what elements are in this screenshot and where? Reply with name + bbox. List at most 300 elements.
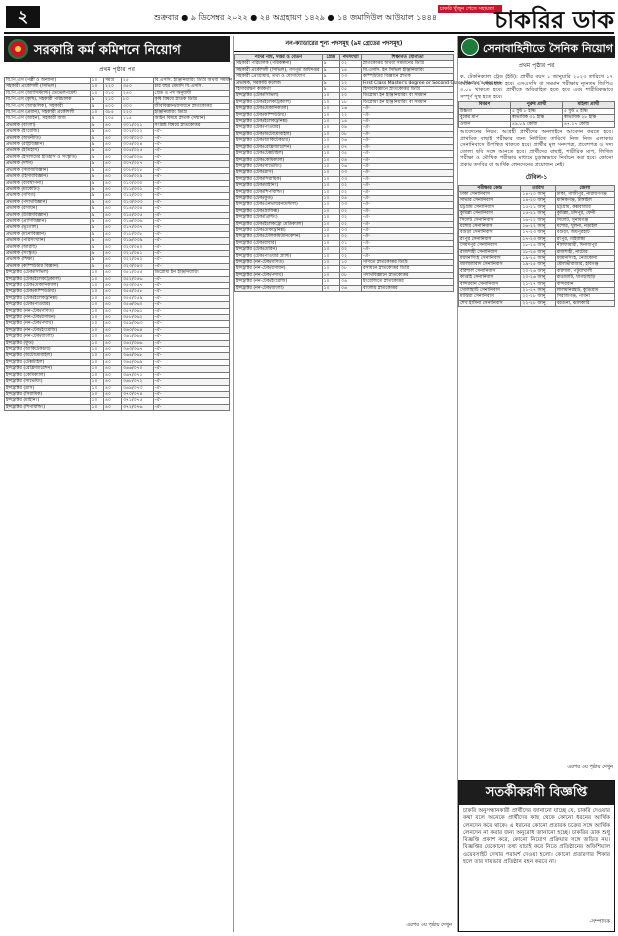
table-cell: ১০ <box>90 347 104 353</box>
table-cell: ৪০ <box>104 366 122 372</box>
table-cell: ৯ <box>90 154 104 160</box>
table-cell: ৯ <box>90 148 104 154</box>
table-cell: -ঐ- <box>153 231 230 237</box>
table-cell: ৯ <box>90 135 104 141</box>
table-cell: ৯ <box>90 250 104 256</box>
table-cell: ৩৬৪/৩৬৮ <box>122 353 154 359</box>
table-cell: ইন্সট্রাক্টর (টেক/রাবার) <box>235 240 323 246</box>
table-cell: ৩৮৫ <box>104 110 122 116</box>
table-cell: ইন্সট্রাক্টর (টেক/প্রিন্টিং) <box>235 215 323 221</box>
table-cell: ৪০ <box>104 250 122 256</box>
table-row <box>459 268 615 274</box>
table-cell: ১০ <box>322 112 340 118</box>
table-cell: যশোর সেনানিবাস <box>459 224 521 230</box>
table-cell: ৪০ <box>104 244 122 250</box>
table-cell: ইন্সট্রাক্টর (ফুড) <box>5 340 91 346</box>
table-cell: ১০ <box>322 215 340 221</box>
noncadre-continued-note: এরপর ৩য় পৃষ্ঠায় দেখুন <box>406 922 452 928</box>
table-cell: ১০ <box>90 385 104 391</box>
caution-signature: -সম্পাদক <box>589 919 610 925</box>
table-cell: ৩১৭/৩৩৭ <box>122 225 154 231</box>
table-cell: ১০ <box>322 170 340 176</box>
table-cell: কম্পিউটার বিজ্ঞানে স্নাতক <box>362 74 454 80</box>
table-cell: ইন্সট্রাক্টর (টেক/গ্রাফিক্স) <box>235 208 323 214</box>
table-cell: -ঐ- <box>153 154 230 160</box>
table-cell: ইন্সট্রাক্টর (নন-টেক/ইংরেজি) <box>235 279 323 285</box>
table-cell: প্রভাষক (বাংলা) <box>5 122 91 128</box>
table-cell: ১০ <box>322 221 340 227</box>
table-cell: ৪০ <box>104 327 122 333</box>
table-cell: ৪০ <box>104 199 122 205</box>
table-cell: ৪০ <box>104 263 122 269</box>
table-cell: ১০ <box>90 308 104 314</box>
table-cell: ১০ <box>322 208 340 214</box>
table-cell: ১০ <box>322 151 340 157</box>
table-cell: -ঐ- <box>362 195 454 201</box>
table-cell: ০৬ <box>340 163 362 169</box>
table-cell: ইন্সট্রাক্টর (নন-টেক/পদার্থ) <box>235 272 323 278</box>
table-cell: -ঐ- <box>153 366 230 372</box>
table-cell: ১৪ <box>340 119 362 125</box>
table-cell: ১০ <box>322 163 340 169</box>
table-cell: জীববিজ্ঞান/রসায়নে স্নাতকোত্তর <box>153 103 230 109</box>
table-cell: ১০ <box>322 234 340 240</box>
table-cell: ইন্সট্রাক্টর (টেক/গ্লাস) <box>235 170 323 176</box>
table-cell: স্বাভাবিক ২৮ ইঞ্চি <box>563 115 615 121</box>
table-cell: ৩২০/৩৪০ <box>122 244 154 250</box>
table-cell: ১০ <box>90 302 104 308</box>
table-cell: ১০ <box>90 84 104 90</box>
table-cell: -ঐ- <box>153 142 230 148</box>
table-cell: ৪০ <box>104 148 122 154</box>
table-cell: ৩৬২/৩৬৬ <box>122 340 154 346</box>
table-cell: -ঐ- <box>362 240 454 246</box>
table-cell: প্রভাষক (পদার্থবিজ্ঞান) <box>5 199 91 205</box>
table-cell: স্বাভাবিক ৩১ ইঞ্চি <box>511 115 563 121</box>
table-cell: ৩৬০/৩৬৪ <box>122 327 154 333</box>
dateline: শুক্রবার ● ৯ ডিসেম্বর ২০২২ ● ২৪ অগ্রহায়ণ ১৪২৯ ● ১৪ জমাদিউল আউয়াল ১৪৪৪ <box>154 13 438 22</box>
table-cell: বি.পি.এস (অ্যাসিস্ট্যান্ট) ডেভেলপমেন্ট <box>5 90 91 96</box>
table-cell: ইন্সট্রাক্টর (নন-টেক/রসায়ন) <box>5 315 91 321</box>
table-cell: ২১-২৭ জানু <box>521 288 555 294</box>
table-cell: ৯ <box>90 167 104 173</box>
table-cell: ৪০ <box>104 340 122 346</box>
table-cell: ১৮-২৪ জানু <box>521 249 555 255</box>
table-cell: কুমিল্লা, চাঁদপুর, ফেনী <box>555 211 614 217</box>
table-cell: ০১ <box>340 240 362 246</box>
column-header: বিবরণ <box>459 102 511 108</box>
table-row <box>235 67 454 73</box>
table-cell: ৩০৮/৩২৮ <box>122 167 154 173</box>
table-row <box>459 256 615 262</box>
table-cell: -ঐ- <box>153 340 230 346</box>
table-cell: ৪০ <box>104 270 122 276</box>
table-cell: ৯ <box>322 74 340 80</box>
table-cell: বান্দরবান সেনানিবাস <box>459 281 521 287</box>
table-cell: ইন্সট্রাক্টর (টেক/মাইনিং) <box>235 183 323 189</box>
table-cell: চট্টগ্রাম, কক্সবাজার <box>555 204 614 210</box>
table-cell: ডিপ্লোমা ইন ইঞ্জিনিয়ারিং বা সমমান <box>362 99 454 105</box>
table-cell: ঢাকা, গাজীপুর, নারায়ণগঞ্জ <box>555 191 614 197</box>
table-cell: ১০ <box>322 106 340 112</box>
table-cell: ইন্সট্রাক্টর (টেক/পাওয়ার) <box>5 302 91 308</box>
table-cell: ৩১৯/৩৩৯ <box>122 238 154 244</box>
table-cell: ১০ <box>322 195 340 201</box>
table-cell: ৪০ <box>104 391 122 397</box>
table-cell: ০৫ <box>340 87 362 93</box>
table-cell: ৪০ <box>104 372 122 378</box>
table-cell: ১০ <box>322 279 340 285</box>
table-cell: ১০ <box>90 289 104 295</box>
table-cell: ৪০ <box>104 142 122 148</box>
table-cell: ৪০ <box>104 161 122 167</box>
table-cell: -ঐ- <box>153 302 230 308</box>
table-cell: ইন্সট্রাক্টর (টেক/শিপবিল্ডিং) <box>235 189 323 195</box>
table-cell: ৯ <box>90 180 104 186</box>
table-cell: ইন্সট্রাক্টর (টেক/ইলেকট্রনিক্স) <box>235 119 323 125</box>
table-cell: ৪০ <box>104 193 122 199</box>
table-cell: ৩৬৮/৩৭২ <box>122 379 154 385</box>
table-cell: ইন্সট্রাক্টর (টেক/আর্কিটেকচার) <box>235 138 323 144</box>
table-cell: ৪৯.৮৯ কেজি <box>511 121 563 127</box>
table-cell: ৯ <box>90 186 104 192</box>
army-column <box>457 36 615 932</box>
table-cell: কাপ্তাই সেনানিবাস <box>459 275 521 281</box>
table-cell: ৯ <box>90 103 104 109</box>
table-cell: ইন্সট্রাক্টর (টেক/সার্ভেয়িং) <box>235 163 323 169</box>
table-cell: ৩৫৭/৩৬১ <box>122 308 154 314</box>
table-cell: ০৬ <box>340 285 362 291</box>
army-continued-note: এরপর ৩য় পৃষ্ঠায় দেখুন <box>567 764 613 770</box>
table-cell: প্রভাষক (প্রাণিবিজ্ঞান) <box>5 218 91 224</box>
table-cell: ৩০৬/৩২৬ <box>122 154 154 160</box>
table-cell: ৪০ <box>104 379 122 385</box>
table-cell: ইন্সট্রাক্টর (নন-টেক/ইংরেজি) <box>5 327 91 333</box>
table-cell: রাঙামাটি, খাগড়াছড়ি <box>555 275 614 281</box>
table-cell: -ঐ- <box>362 106 454 112</box>
table-cell: প্রভাষক (সংস্কৃত) <box>5 250 91 256</box>
table-cell: ৩০৩/৩২৩ <box>122 135 154 141</box>
table-cell: স্নাতকোত্তর অথবা সমমানের ডিগ্রি <box>362 61 454 67</box>
table-row <box>459 262 615 268</box>
table-cell: ২১০ <box>104 97 122 103</box>
table-cell: ১০ <box>322 144 340 150</box>
table-cell: ৩৬৭/৩৭১ <box>122 372 154 378</box>
table-cell: -ঐ- <box>153 404 230 410</box>
table-cell: ০২ <box>340 215 362 221</box>
table-row <box>235 61 454 67</box>
table-cell: ০৩ <box>340 176 362 182</box>
table-cell: প্রভাষক (পরিসংখ্যান) <box>5 238 91 244</box>
table-cell: বরিশাল সেনানিবাস <box>459 268 521 274</box>
table-cell: -ঐ- <box>362 215 454 221</box>
psc-banner <box>4 36 230 62</box>
table-cell: -ঐ- <box>362 151 454 157</box>
table-cell: ১০ <box>90 340 104 346</box>
table-cell: ১০ <box>322 260 340 266</box>
table-cell: -ঐ- <box>153 193 230 199</box>
table-cell: ৪০ <box>104 129 122 135</box>
table-cell: ইন্সট্রাক্টর (টেক/সিভিল) <box>5 270 91 276</box>
table-cell: ১০ <box>322 93 340 99</box>
table-cell: -ঐ- <box>153 129 230 135</box>
table-cell: -ঐ- <box>362 138 454 144</box>
table-cell: ৩২৩/৩৪৩ <box>122 263 154 269</box>
table-cell: ৪০ <box>104 385 122 391</box>
column-header: গ্রেড <box>322 55 340 61</box>
table-cell: -ঐ- <box>153 321 230 327</box>
table-cell: ইন্সট্রাক্টর (রেফ্রিজারেশন) <box>5 366 91 372</box>
table-cell: প্রভাষক (ইসলামের ইতিহাস ও সংস্কৃতি) <box>5 154 91 160</box>
table-cell: ইন্সট্রাক্টর (সিরামিক) <box>5 391 91 397</box>
table-cell: ৫ ফুট ৪ ইঞ্চি <box>563 108 615 114</box>
table-cell: ৩১৫/৩৩৫ <box>122 212 154 218</box>
table-cell: ১০ <box>322 253 340 259</box>
table-cell: নীলফামারী, দিনাজপুর <box>555 243 614 249</box>
table-cell: ৪০ <box>104 218 122 224</box>
caution-text: চাকরি অনুসন্ধানকারী প্রার্থীদের জানানো যাচ্ছে যে, চাকরি দেওয়ার কথা বলে অনেকে প্রার্থীদের কাছ থেকে কোনো ধরনের আর্থিক লেনদেন করে থাকে। এ ধরনের কোনো প্রতারক চক্রের সঙ্গে আর্থিক লেনদেন না করার জন্য অনুরোধ জানানো হচ্ছে। চাকরির ডাক শুধু বিজ্ঞপ্তি প্রকাশ করে, কোনো নিয়োগ প্রক্রিয়ার সঙ্গে জড়িত নয়। বিজ্ঞপ্তির যেকোনো তথ্য যাচাই করে নিতে প্রতিষ্ঠানের অফিশিয়াল ওয়েবসাইট দেখার পরামর্শ দেওয়া হলো। কোনো প্রতারণার শিকার হলে তার দায়ভার প্রতিষ্ঠান বহন করবে না। <box>463 808 610 866</box>
table-cell: ৯ <box>90 161 104 167</box>
table-cell: বি.পি.এস (আঞ্চলিক), সহকারী <box>5 103 91 109</box>
column-header: জেলা <box>555 185 614 191</box>
table-row <box>459 191 615 197</box>
table-cell: ইন্সট্রাক্টর (টেক/পাওয়ার প্ল্যান্ট) <box>235 253 323 259</box>
table-cell: ৪০ <box>104 225 122 231</box>
table-cell: ইন্সট্রাক্টর (টেক/টেক্সটাইল) <box>235 151 323 157</box>
table-cell: ৩৬৯/৩৭৩ <box>122 385 154 391</box>
table-cell: ৯ <box>90 122 104 128</box>
table-cell: First Class Master's degree or Second Class Master's degree <box>363 80 502 86</box>
table-cell: -ঐ- <box>153 263 230 269</box>
table-cell: সাভার সেনানিবাস <box>459 198 521 204</box>
table-cell: ৯ <box>90 257 104 263</box>
table-cell: সংশ্লিষ্ট বিষয়ে স্নাতকোত্তর <box>153 122 230 128</box>
table-cell: ১৪-২০ জানু <box>521 191 555 197</box>
table-cell: ৩৭১/৩৭৫ <box>122 398 154 404</box>
table-cell: মাঝিরা সেনানিবাস <box>459 294 521 300</box>
table-cell: ৩১৪/৩৩৪ <box>122 206 154 212</box>
table-cell: -ঐ- <box>153 186 230 192</box>
army-title: সেনাবাহিনীতে সৈনিক নিয়োগ <box>483 42 613 55</box>
table-cell: ০৬ <box>340 279 362 285</box>
govt-seal-icon <box>8 39 28 59</box>
table-cell: ১০ <box>90 321 104 327</box>
table-cell: ৪০ <box>104 295 122 301</box>
table-cell: ওজন <box>459 121 511 127</box>
table-cell: প্রভাষক (অর্থনীতি) <box>5 135 91 141</box>
table-cell: চার বছর মেয়াদি বি.এসসি. <box>153 84 230 90</box>
table-cell: ৪০ <box>104 231 122 237</box>
table-cell: বি.এসসি. ইঞ্জিনিয়ারিং ডিগ্রি অথবা সমমান <box>154 78 233 83</box>
table-cell: ইন্সট্রাক্টর (টেক/পাওয়ার) <box>235 125 323 131</box>
table-cell: -ঐ- <box>153 244 230 250</box>
table-cell: প্রভাষক (শিক্ষা) <box>5 257 91 263</box>
table-cell: লালমনিরহাট, কুড়িগ্রাম <box>555 288 614 294</box>
table-cell: ০২ <box>340 253 362 259</box>
table-row <box>235 93 454 99</box>
table-cell: -ঐ- <box>153 334 230 340</box>
table-cell: ৯ <box>90 97 104 103</box>
column-header: মহিলা প্রার্থী <box>563 102 615 108</box>
table-cell: -ঐ- <box>153 283 230 289</box>
table-cell: ৩১৩/৩৩৩ <box>122 199 154 205</box>
table-cell: রসায়নে স্নাতকোত্তর ডিগ্রি <box>362 266 454 272</box>
table-cell: প্রভাষক (গণিত) <box>5 193 91 199</box>
table-cell: ০৯ <box>340 125 362 131</box>
table-cell: ০৪ <box>340 195 362 201</box>
table-cell: ৪০ <box>104 180 122 186</box>
table-cell: প্রভাষক (ভূগোল) <box>5 225 91 231</box>
table-cell: ৩১৮/৩৩৮ <box>122 231 154 237</box>
table-cell: ৯ <box>90 225 104 231</box>
table-cell: রংপুর, গাইবান্ধা <box>555 236 614 242</box>
table-cell: ইন্সট্রাক্টর (টেক/রেফ্রিজারেশন) <box>235 144 323 150</box>
table-cell: ৪০ <box>104 238 122 244</box>
table-cell: ৪০ <box>104 212 122 218</box>
table-cell: প্রভাষক (উদ্ভিদবিজ্ঞান) <box>5 212 91 218</box>
table-cell: ৩১৬/৩৩৬ <box>122 218 154 224</box>
table-cell: ১৬-২২ জানু <box>521 217 555 223</box>
table-cell: ৯ <box>90 142 104 148</box>
table-cell: কুমিল্লা সেনানিবাস <box>459 211 521 217</box>
table-cell: ৯ <box>90 263 104 269</box>
table-cell: ৩০৫/৩২৫ <box>122 148 154 154</box>
table-cell: বি.এসসি. ইন সিভিল ইঞ্জিনিয়ারিং <box>362 67 454 73</box>
table-cell: ৪০ <box>104 347 122 353</box>
table-cell: ১০ <box>90 110 104 116</box>
table-cell: প্রভাষক (হিসাববিজ্ঞান) <box>5 174 91 180</box>
noncadre-header: নন-ক্যাডারের শূন্য পদসমূহ (৯ম গ্রেডের পদসমূহ) <box>234 38 454 52</box>
table-cell: ৩১২/৩৩২ <box>122 193 154 199</box>
table-cell: ৮০ <box>122 97 154 103</box>
table-row <box>459 243 615 249</box>
table-cell: ১০ <box>322 99 340 105</box>
table-cell: ইন্সট্রাক্টর (টেক/এনভায়রনমেন্টাল) <box>235 202 323 208</box>
table-cell: ৪০ <box>104 154 122 160</box>
psc-table <box>4 77 233 411</box>
table-cell: ইন্সট্রাক্টর (নন-টেক/গণিত) <box>235 260 323 266</box>
table-cell: ১০ <box>322 285 340 291</box>
table-cell: ১০ <box>322 176 340 182</box>
table-cell: ৩০০ <box>122 103 154 109</box>
army-table-title: টেবিল-১ <box>525 173 548 181</box>
table-cell: ৪০ <box>104 289 122 295</box>
table-cell: ১০ <box>90 359 104 365</box>
table-cell: ৪০ <box>104 353 122 359</box>
table-cell: -ঐ- <box>153 315 230 321</box>
table-cell: ১৯-২৫ জানু <box>521 262 555 268</box>
table-cell: ১০ <box>90 372 104 378</box>
table-cell: ১০ <box>340 260 362 266</box>
table-cell: -ঐ- <box>153 308 230 314</box>
table-cell: ০২ <box>340 189 362 195</box>
army-measure-table <box>458 101 615 128</box>
brand-logo: চাকরির ডাক <box>494 5 614 34</box>
table-cell: ময়মনসিংহ সেনানিবাস <box>459 256 521 262</box>
table-cell: ইন্সট্রাক্টর (নন-টেক/বাংলা) <box>235 285 323 291</box>
table-cell: রাজশাহী সেনানিবাস <box>459 249 521 255</box>
table-cell: ৪০ <box>104 257 122 263</box>
table-cell: ৩০৪/৩২৪ <box>122 142 154 148</box>
table-cell: ১০ <box>322 227 340 233</box>
table-cell: প্রভাষক (মার্কেটিং) <box>5 186 91 192</box>
column-header: শিক্ষাগত যোগ্যতা <box>362 55 454 61</box>
table-cell: সহকারী পরিচালক (পরিকল্পনা) <box>235 61 323 67</box>
table-cell: প্রভাষক (আরবি) <box>5 244 91 250</box>
table-cell: ৪০ <box>104 174 122 180</box>
table-cell: -ঐ- <box>362 227 454 233</box>
table-cell: -ঐ- <box>362 247 454 253</box>
table-cell: ৩৫১/৩৫৫ <box>122 270 154 276</box>
table-cell: ০৩ <box>340 74 362 80</box>
table-cell: ১০ <box>322 202 340 208</box>
table-cell: -ঐ- <box>153 353 230 359</box>
table-row <box>235 99 454 105</box>
table-cell: ৩২১/৩৪১ <box>122 250 154 256</box>
column-header: পরীক্ষার কেন্দ্র <box>459 185 521 191</box>
table-cell: ৪০ <box>104 308 122 314</box>
table-cell: -ঐ- <box>153 212 230 218</box>
table-cell: ১০ <box>322 266 340 272</box>
table-cell: সহকারী প্রকৌশলী (সিভিল), গণপূর্ত অধিদপ্তর <box>235 67 323 73</box>
table-cell: ১০ <box>322 247 340 253</box>
table-cell: সহকারী প্রোগ্রামার, তথ্য ও যোগাযোগ <box>235 74 323 80</box>
table-cell: সিলেট, সুনামগঞ্জ <box>555 217 614 223</box>
table-row <box>459 121 615 127</box>
table-cell: জালালাবাদ সেনানিবাস <box>459 262 521 268</box>
table-cell: প্রভাষক (রসায়ন) <box>5 206 91 212</box>
table-cell: ৯ <box>90 212 104 218</box>
table-cell: ০৮ <box>340 131 362 137</box>
table-cell: -ঐ- <box>153 161 230 167</box>
table-row <box>459 224 615 230</box>
table-cell: কৃষি বিষয়ে স্নাতক ডিগ্রি <box>153 97 230 103</box>
table-cell: ইন্সট্রাক্টর (টেক/কম্পিউটার) <box>5 289 91 295</box>
table-cell: ইন্সট্রাক্টর (অটোমোবাইল) <box>5 353 91 359</box>
page-number: ২ <box>6 6 40 28</box>
table-cell: ০২ <box>340 221 362 227</box>
table-cell: -ঐ- <box>362 144 454 150</box>
table-cell: প্রভাষক (রাষ্ট্রবিজ্ঞান) <box>5 142 91 148</box>
table-cell: ১৫-২১ জানু <box>521 211 555 217</box>
table-cell: ২০-২৬ জানু <box>521 275 555 281</box>
table-cell: ০৪ <box>340 157 362 163</box>
table-cell: বি.পি.এস (আইন), সহকারী জজ <box>5 116 91 122</box>
table-cell: ইন্সট্রাক্টর (আর্কিটেকচার) <box>5 347 91 353</box>
table-cell: -ঐ- <box>153 167 230 173</box>
table-cell: ৩৫৯/৩৬৩ <box>122 321 154 327</box>
table-cell: ১১৫ <box>122 116 154 122</box>
table-cell: ১০ <box>90 90 104 96</box>
table-cell: বাংলায় স্নাতকোত্তর <box>362 285 454 291</box>
table-cell: ৪০ <box>104 334 122 340</box>
table-cell: ১০ <box>322 189 340 195</box>
caution-notice <box>458 780 615 932</box>
table-cell: ৪০ <box>104 135 122 141</box>
table-cell: ৯ <box>90 199 104 205</box>
table-cell: ০২ <box>340 61 362 67</box>
table-cell: প্রভাষক (মনোবিজ্ঞান) <box>5 231 91 237</box>
table-cell: ১০ <box>90 391 104 397</box>
table-cell: ইন্সট্রাক্টর (নন-টেক/বাংলা) <box>5 334 91 340</box>
table-cell: বরগুনা, ঝালকাঠি <box>555 300 614 306</box>
table-cell: ইন্সট্রাক্টর (শিপবিল্ডিং) <box>5 404 91 410</box>
table-cell: ২০ <box>340 93 362 99</box>
table-row <box>459 211 615 217</box>
table-cell: ১৭-২৩ জানু <box>521 236 555 242</box>
table-cell: ইন্সট্রাক্টর (টেক/ইলেকট্রনিক্স) <box>5 295 91 301</box>
table-cell: ইন্সট্রাক্টর (টেক/মেকাট্রনিক্স) <box>235 227 323 233</box>
